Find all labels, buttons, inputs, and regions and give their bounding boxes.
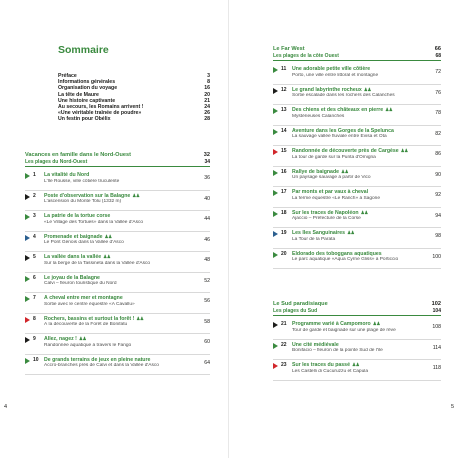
entry-subtitle: Mystérieuses Calanches: [292, 113, 345, 119]
section-subtitle: Les plages du Nord-Ouest: [25, 158, 88, 165]
entry-page: 94: [435, 212, 441, 219]
toc-entry[interactable]: [273, 321, 441, 340]
entry-page: 90: [435, 171, 441, 178]
entry-title: Une cité médiévale: [292, 341, 339, 348]
family-icon: ♟♟: [351, 362, 360, 368]
triangle-marker-icon: [273, 363, 278, 369]
family-icon: ♟♟: [132, 192, 140, 198]
intro-list: [58, 73, 210, 123]
family-icon: ♟♟: [341, 168, 349, 174]
entry-subtitle: Porto, une ville entre littoral et montagne: [292, 72, 379, 78]
entry-number: 15: [281, 148, 287, 155]
page-number: 5: [450, 404, 454, 410]
section-subpage: 104: [432, 307, 441, 314]
entry-number: 13: [281, 107, 287, 114]
toc-entry[interactable]: [273, 230, 441, 249]
entry-subtitle: Bonifacio – fleuron de la pointe Sud de l'île: [292, 348, 383, 354]
entry-number: 2: [33, 192, 36, 199]
entry-page: 56: [204, 298, 210, 305]
toc-entry[interactable]: [25, 336, 210, 355]
entry-title: Programme varié à Campomoro: [292, 321, 371, 328]
entry-subtitle: Sortie avec le centre équestre «A Cavallu»: [44, 301, 135, 307]
family-icon: ♟♟: [78, 336, 87, 342]
entry-title: De grands terrains de jeux en pleine nature: [44, 356, 151, 363]
entry-title: Randonnée de découverte près de Cargèse: [292, 148, 399, 155]
entry-title: Aventure dans les Gorges de la Spelunca: [292, 127, 394, 134]
entry-text: [292, 148, 427, 161]
entry-number: 6: [33, 274, 36, 281]
entry-text: [292, 251, 427, 264]
intro-item-page: 24: [204, 104, 210, 111]
intro-item-label: Informations générales: [58, 79, 116, 86]
triangle-marker-icon: [25, 296, 30, 302]
entry-number: 9: [33, 336, 36, 343]
triangle-marker-icon: [273, 108, 278, 114]
page-number: 4: [4, 404, 8, 410]
toc-entry[interactable]: [25, 275, 210, 294]
toc-entry[interactable]: [273, 148, 441, 167]
family-icon: ♟♟: [385, 107, 393, 113]
entry-number: 21: [281, 321, 287, 328]
entry-title: Eldorado des toboggans aquatiques: [292, 250, 382, 257]
toc-entry[interactable]: [273, 342, 441, 361]
entry-title: Les Îles Sanguinaires: [292, 230, 346, 237]
entry-title: Le joyau de la Balagne: [44, 274, 100, 281]
entry-page: 98: [435, 233, 441, 240]
triangle-marker-icon: [273, 322, 278, 328]
section-title: Le Far West: [273, 46, 305, 52]
entry-text: [44, 254, 196, 267]
entry-number: 11: [281, 66, 287, 73]
entry-number: 7: [33, 295, 36, 302]
entry-subtitle: L'Île Rousse, ville côtière truculente: [44, 178, 120, 184]
entry-page: 48: [204, 257, 210, 264]
entry-number: 1: [33, 172, 36, 179]
entry-page: 46: [204, 236, 210, 243]
entry-subtitle: Sortie escalade dans les rochers des Calanches: [292, 93, 395, 99]
entry-title: Sur les traces de Napoléon: [292, 209, 359, 216]
entry-page: 108: [432, 324, 441, 331]
intro-item-page: 16: [204, 85, 210, 92]
triangle-marker-icon: [25, 317, 30, 323]
entry-page: 40: [204, 195, 210, 202]
section-subtitle: Les plages de la côte Ouest: [273, 52, 339, 59]
entry-text: [292, 128, 427, 141]
entry-subtitle: «Le Village des Tortues» dans la Vallée d'Asco: [44, 219, 144, 225]
right-page: [229, 0, 458, 458]
entry-text: [292, 342, 427, 355]
entry-text: [44, 213, 196, 226]
toc-entry[interactable]: [25, 316, 210, 335]
entry-list: [273, 321, 441, 381]
section-header: [273, 46, 441, 61]
entry-page: 44: [204, 216, 210, 223]
triangle-marker-icon: [273, 190, 278, 196]
entry-title-line: [292, 148, 427, 155]
entry-text: [292, 230, 427, 243]
section-subpage: 34: [204, 158, 210, 165]
intro-item-page: 3: [207, 73, 210, 79]
triangle-marker-icon: [273, 170, 278, 176]
entry-page: 76: [435, 89, 441, 96]
triangle-marker-icon: [273, 149, 278, 155]
entry-page: 64: [204, 359, 210, 366]
entry-number: 19: [281, 230, 287, 237]
entry-subtitle: La ferme équestre «Le Ranch» à Sagone: [292, 195, 381, 201]
family-icon: ♟♟: [372, 321, 380, 327]
intro-item-page: 28: [204, 116, 210, 123]
entry-title: La patrie de la tortue corse: [44, 213, 111, 220]
entry-text: [292, 362, 427, 375]
entry-page: 82: [435, 130, 441, 137]
family-icon: ♟♟: [400, 148, 408, 154]
entry-subtitle: Tour de garde et baignade sur une plage de rêve: [292, 327, 396, 333]
entry-number: 8: [33, 315, 36, 322]
triangle-marker-icon: [25, 194, 30, 200]
entry-page: 118: [432, 365, 441, 372]
entry-subtitle: À la découverte de la Forêt de Bonifatu: [44, 322, 128, 328]
entry-page: 36: [204, 175, 210, 182]
toc-entry[interactable]: [273, 107, 441, 126]
triangle-marker-icon: [273, 129, 278, 135]
triangle-marker-icon: [25, 173, 30, 179]
entry-title: Rochers, bassins et surtout la forêt !: [44, 315, 135, 322]
entry-number: 22: [281, 341, 287, 348]
entry-page: 60: [204, 339, 210, 346]
entry-subtitle: Ajaccio – Préfecture de la Corse: [292, 216, 361, 222]
intro-item-page: 26: [204, 110, 210, 117]
entry-list: [273, 66, 441, 269]
family-icon: ♟♟: [360, 209, 368, 215]
family-icon: ♟♟: [347, 230, 355, 236]
intro-item-label: «Une véritable traînée de poudre»: [58, 110, 142, 117]
intro-item-page: 8: [207, 79, 210, 86]
section-header: [25, 152, 210, 167]
entry-text: [44, 193, 196, 206]
entry-title: La vallée dans la vallée: [44, 254, 102, 261]
toc-entry[interactable]: [273, 128, 441, 147]
entry-subtitle: La sauvage vallée fluviale entre Evisa et Ota: [292, 134, 387, 140]
toc-entry[interactable]: [273, 189, 441, 208]
intro-item-label: Une histoire captivante: [58, 97, 116, 104]
entry-title: À cheval entre mer et montagne: [44, 295, 123, 302]
triangle-marker-icon: [25, 255, 30, 261]
entry-page: 52: [204, 277, 210, 284]
section-page: 66: [434, 46, 441, 52]
entry-title: Sur les traces du passé: [292, 362, 350, 369]
toc-entry[interactable]: [25, 254, 210, 273]
entry-page: 114: [432, 344, 441, 351]
entry-number: 12: [281, 86, 287, 93]
entry-page: 78: [435, 110, 441, 117]
entry-text: [292, 321, 427, 334]
triangle-marker-icon: [25, 276, 30, 282]
entry-text: [292, 66, 427, 79]
triangle-marker-icon: [273, 211, 278, 217]
intro-item-label: Organisation du voyage: [58, 85, 118, 92]
entry-number: 14: [281, 127, 287, 134]
intro-item-page: 20: [204, 91, 210, 98]
triangle-marker-icon: [273, 231, 278, 237]
entry-subtitle: Sur la berge de la Tassineta dans la Vallée d'Asco: [44, 260, 151, 266]
toc-entry[interactable]: [25, 234, 210, 253]
entry-text: [292, 107, 427, 120]
toc-entry[interactable]: [273, 87, 441, 106]
triangle-marker-icon: [25, 337, 30, 343]
intro-item-label: Un festin pour Obélix: [58, 116, 111, 123]
triangle-marker-icon: [273, 67, 278, 73]
entry-page: 100: [432, 253, 441, 260]
intro-item-label: Préface: [58, 73, 77, 79]
entry-title: Rallye de baignade: [292, 168, 339, 175]
triangle-marker-icon: [25, 214, 30, 220]
page-title: Sommaire: [58, 44, 109, 56]
section-page: 32: [203, 152, 210, 158]
entry-page: 92: [435, 192, 441, 199]
entry-text: [44, 357, 196, 370]
entry-number: 4: [33, 233, 36, 240]
entry-text: [44, 295, 196, 308]
section-subtitle: Les plages du Sud: [273, 307, 318, 314]
intro-item[interactable]: [58, 116, 210, 122]
entry-subtitle: L'ascension du Monte Tolu (1332 m): [44, 199, 122, 205]
triangle-marker-icon: [25, 358, 30, 364]
intro-item-page: 21: [204, 97, 210, 104]
entry-text: [44, 234, 196, 247]
section-far-west: [273, 46, 441, 271]
family-icon: ♟♟: [363, 86, 372, 92]
entry-text: [44, 275, 196, 288]
entry-page: 58: [204, 318, 210, 325]
entry-subtitle: Les Castelli di Cucuruzzu et Capula: [292, 368, 368, 374]
entry-text: [44, 172, 196, 185]
triangle-marker-icon: [273, 88, 278, 94]
entry-number: 20: [281, 250, 287, 257]
toc-entry[interactable]: [25, 357, 210, 376]
entry-number: 5: [33, 254, 36, 261]
family-icon: ♟♟: [104, 233, 112, 239]
intro-item-label: Au secours, les Romains arrivent !: [58, 104, 144, 111]
section-header: [273, 301, 441, 316]
entry-subtitle: La Tour de la Parata: [292, 236, 336, 242]
entry-number: 3: [33, 213, 36, 220]
section-title: Vacances en famille dans le Nord-Ouest: [25, 152, 132, 158]
entry-list: [25, 172, 210, 375]
entry-subtitle: Accro-branches près de Calvi et dans la Vallée d'Asco: [44, 363, 159, 369]
entry-title: Poste d'observation sur la Balagne: [44, 192, 131, 199]
entry-subtitle: La tour de garde sur la Punta d'Omigna: [292, 154, 376, 160]
triangle-marker-icon: [273, 252, 278, 258]
entry-text: [44, 336, 196, 349]
triangle-marker-icon: [25, 235, 30, 241]
entry-number: 10: [33, 356, 39, 363]
toc-entry[interactable]: [273, 210, 441, 229]
toc-entry[interactable]: [25, 295, 210, 314]
toc-entry[interactable]: [25, 213, 210, 232]
toc-entry[interactable]: [273, 362, 441, 381]
entry-subtitle: Le parc aquatique «Aqua Cyrne Gliss» à Porticcio: [292, 257, 399, 263]
entry-title: Une adorable petite ville côtière: [292, 66, 371, 73]
section-title: Le Sud paradisiaque: [273, 301, 328, 307]
section-nord-ouest: [25, 152, 210, 377]
triangle-marker-icon: [273, 343, 278, 349]
entry-title: Le grand labyrinthe rocheux: [292, 86, 362, 93]
section-subpage: 68: [435, 52, 441, 59]
entry-subtitle: Randonnée aquatique à travers le Fango: [44, 342, 132, 348]
entry-text: [292, 189, 427, 202]
toc-entry[interactable]: [273, 251, 441, 270]
entry-number: 16: [281, 168, 287, 175]
section-sud: [273, 301, 441, 383]
entry-title: Promenade et baignade: [44, 233, 103, 240]
entry-number: 23: [281, 362, 287, 369]
toc-entry[interactable]: [25, 172, 210, 191]
entry-text: [292, 210, 427, 223]
entry-subtitle: Le Pont Génois dans la Vallée d'Asco: [44, 240, 124, 246]
entry-page: 72: [435, 69, 441, 76]
toc-entry[interactable]: [273, 66, 441, 85]
toc-entry[interactable]: [273, 169, 441, 188]
entry-text: [44, 316, 196, 329]
toc-entry[interactable]: [25, 193, 210, 212]
entry-subtitle: Un paysage sauvage à partir de Vico: [292, 175, 371, 181]
entry-number: 18: [281, 209, 287, 216]
entry-title: Des chiens et des châteaux en pierre: [292, 107, 384, 114]
entry-page: 86: [435, 151, 441, 158]
entry-title: La vitalité du Nord: [44, 172, 90, 179]
entry-title: Allez, nagez !: [44, 336, 77, 343]
entry-text: [292, 169, 427, 182]
family-icon: ♟♟: [103, 254, 111, 260]
section-page: 102: [431, 301, 441, 307]
entry-subtitle: Calvi – fleuron touristique du Nord: [44, 281, 117, 287]
entry-title: Par monts et par vaux à cheval: [292, 189, 369, 196]
family-icon: ♟♟: [136, 315, 144, 321]
intro-item-label: La tête de Maure: [58, 91, 99, 98]
entry-number: 17: [281, 189, 287, 196]
entry-text: [292, 87, 427, 100]
